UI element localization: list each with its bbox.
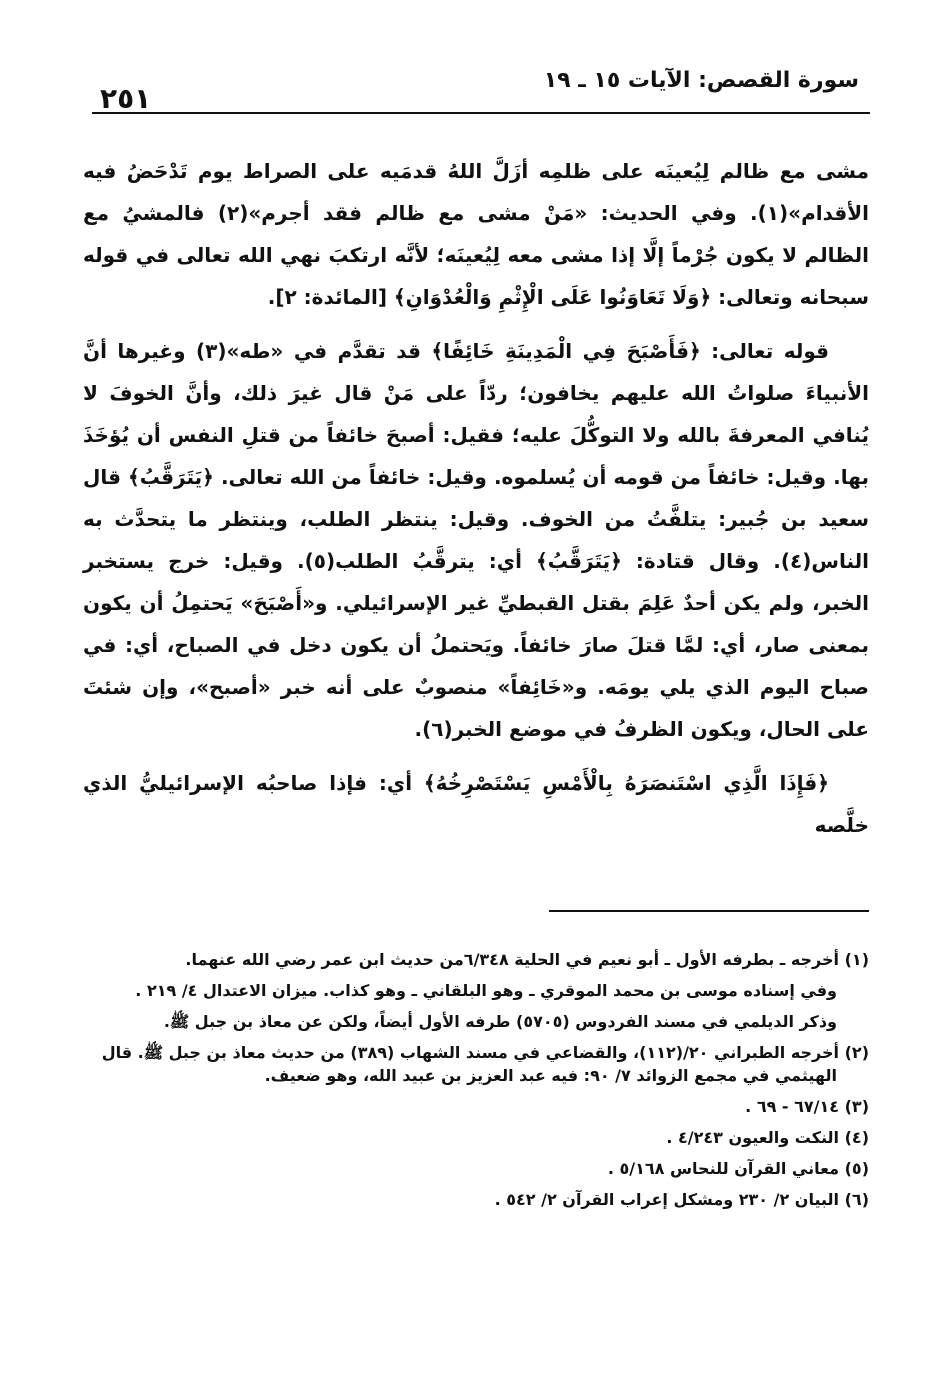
page-number: ٢٥١: [100, 82, 152, 115]
footnote-text-line-2: الهيثمي في مجمع الزوائد ٧/ ٩٠: فيه عبد العزيز بن عبيد الله، وهو ضعيف.: [264, 1066, 837, 1085]
footnote-text: أخرجه ـ بطرفه الأول ـ أبو نعيم في الحلية ٦/٣٤٨من حديث ابن عمر رضي الله عنهما.: [185, 950, 840, 969]
footnote-2: [79, 1041, 869, 1087]
main-text: [83, 150, 869, 846]
footnote-number: (٥): [844, 1159, 869, 1178]
footnote-number: (٣): [844, 1097, 869, 1116]
running-header-title: سورة القصص: الآيات ١٥ ـ ١٩: [543, 68, 859, 93]
footnote-text: أخرجه الطبراني ٢٠/(١١٢)، والقضاعي في مسند الشهاب (٣٨٩) من حديث معاذ بن جبل ﷺ. قال: [101, 1043, 840, 1062]
footnotes: [79, 948, 869, 1219]
footnote-number: (٦): [844, 1190, 869, 1209]
footnote-6: [79, 1188, 869, 1211]
paragraph-1: مشى مع ظالم لِيُعينَه على ظلمِه أزَلَّ اللهُ قدمَيه على الصراط يوم تَدْحَضُ فيه الأقدام»(١). وفي الحديث: «مَنْ مشى مع ظالم فقد أجرم»(٢) فالمشيُ مع الظالم لا يكون جُرْماً إلَّا إذا مشى معه لِيُعينَه؛ لأنَّه ارتكبَ نهي الله تعالى في قوله سبحانه وتعالى: ﴿وَلَا تَعَاوَنُوا عَلَى الْإِثْمِ وَالْعُدْوَانِ﴾ [المائدة: ٢].: [83, 159, 869, 309]
header-rule: [92, 112, 870, 114]
footnote-number: (٤): [844, 1128, 869, 1147]
footnote-4: [79, 1126, 869, 1149]
footnote-5: [79, 1157, 869, 1180]
footnote-1: [79, 948, 869, 1033]
footnote-rule: [549, 910, 869, 912]
footnote-text: معاني القرآن للنحاس ٥/١٦٨ .: [607, 1159, 840, 1178]
paragraph-3: ﴿فَإِذَا الَّذِي اسْتَنصَرَهُ بِالْأَمْسِ يَسْتَصْرِخُهُ﴾ أي: فإذا صاحبُه الإسرائيليُّ الذي خلَّصه: [83, 771, 869, 837]
footnote-text: ٦٧/١٤ - ٦٩ .: [745, 1097, 840, 1116]
footnote-number: (١): [844, 950, 869, 969]
paragraph-2: قوله تعالى: ﴿فَأَصْبَحَ فِي الْمَدِينَةِ خَائِفًا﴾ قد تقدَّم في «طه»(٣) وغيرها أنَّ الأنبياءَ صلواتُ الله عليهم يخافون؛ ردّاً على مَنْ قال غيرَ ذلك، وأنَّ الخوفَ لا يُنافي المعرفةَ بالله ولا التوكُّلَ عليه؛ فقيل: أصبحَ خائفاً من قتلِ النفس أن يُؤخَذَ بها. وقيل: خائفاً من قومه أن يُسلموه. وقيل: خائفاً من الله تعالى. ﴿يَتَرَقَّبُ﴾ قال سعيد بن جُبير: يتلفَّتُ من الخوف. وقيل: ينتظر الطلب، وينتظر ما يتحدَّث به الناس(٤). وقال قتادة: ﴿يَتَرَقَّبُ﴾ أي: يترقَّبُ الطلب(٥). وقيل: خرج يستخبر الخبر، ولم يكن أحدٌ عَلِمَ بقتل القبطيِّ غير الإسرائيلي. و«أَصْبَحَ» يَحتمِلُ أن يكون بمعنى صار، أي: لمَّا قتلَ صارَ خائفاً. ويَحتملُ أن يكون دخل في الصباح، أي: في صباح اليوم الذي يلي يومَه. و«خَائِفاً» منصوبٌ على أنه خبر «أصبح»، وإن شئتَ على الحال، ويكون الظرفُ في موضع الخبر(٦).: [83, 339, 869, 741]
footnote-continuation: وذكر الديلمي في مسند الفردوس (٥٧٠٥) طرفه الأول أيضاً، ولكن عن معاذ بن جبل ﷺ.: [163, 1012, 837, 1031]
footnote-text: النكت والعيون ٤/٢٤٣ .: [666, 1128, 840, 1147]
footnote-number: (٢): [844, 1043, 869, 1062]
footnote-continuation: وفي إسناده موسى بن محمد الموقري ـ وهو البلقاني ـ وهو كذاب. ميزان الاعتدال ٤/ ٢١٩ .: [135, 981, 837, 1000]
footnote-text: البيان ٢/ ٢٣٠ ومشكل إعراب القرآن ٢/ ٥٤٢ .: [494, 1190, 840, 1209]
footnote-3: [79, 1095, 869, 1118]
